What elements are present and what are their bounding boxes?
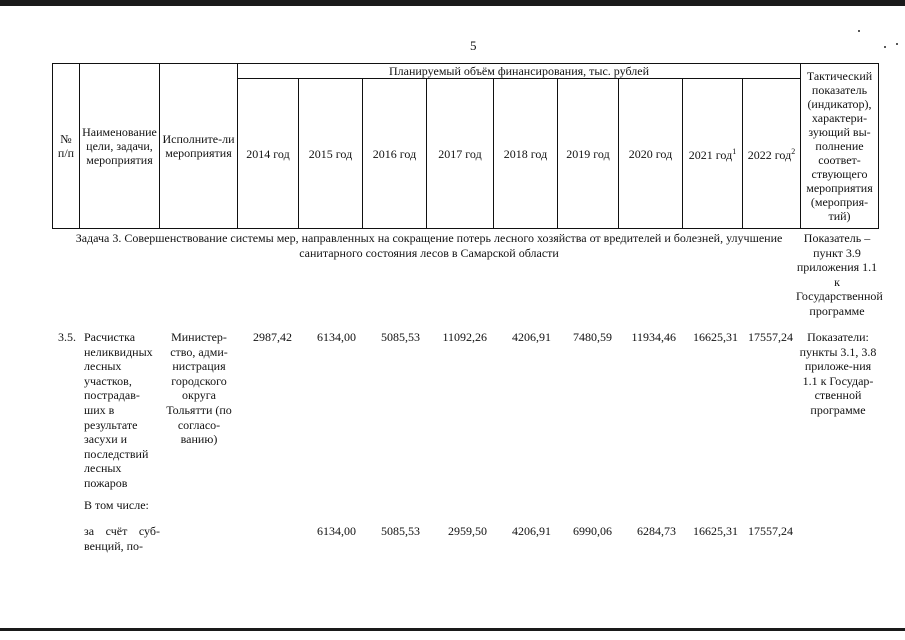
item-executor: Министер-ство, адми-нистрация городского округа Тольятти (по согласо-ванию) bbox=[166, 330, 232, 447]
header-indicator: Тактический показатель (индикатор), характери-зующий вы-полнение соответ-ствующего мероприятия (мероприя-тий) bbox=[801, 64, 879, 229]
top-scan-edge bbox=[0, 0, 905, 6]
sub-value-2020: 6284,73 bbox=[637, 524, 676, 538]
item-indicator: Показатели: пункты 3.1, 3.8 приложе-ния 1.1 к Государ-ственной программе bbox=[799, 330, 877, 417]
task-indicator: Показатель – пункт 3.9 приложения 1.1 к Государственной программе bbox=[796, 231, 883, 318]
scan-speck bbox=[858, 30, 860, 32]
header-year: 2017 год bbox=[427, 79, 494, 229]
item-value-2020: 11934,46 bbox=[631, 330, 676, 344]
header-financing: Планируемый объём финансирования, тыс. рублей bbox=[238, 64, 801, 79]
sub-value-2022: 17557,24 bbox=[748, 524, 793, 538]
item-name: Расчистка неликвидных лесных участков, пострадав-ших в результате засухи и последствий лесных пожаров bbox=[84, 330, 153, 490]
task-text: Задача 3. Совершенствование системы мер, направленных на сокращение потерь лесного хозяйства от вредителей и болезней, улучшение санитарного состояния лесов в Самарской области bbox=[75, 231, 783, 260]
header-year: 2015 год bbox=[299, 79, 363, 229]
sub-value-2017: 2959,50 bbox=[448, 524, 487, 538]
sub-value-2018: 4206,91 bbox=[512, 524, 551, 538]
sub-value-2019: 6990,06 bbox=[573, 524, 612, 538]
sub-value-2021: 16625,31 bbox=[693, 524, 738, 538]
item-number: 3.5. bbox=[58, 330, 76, 344]
item-value-2014: 2987,42 bbox=[253, 330, 292, 344]
header-year: 2020 год bbox=[619, 79, 683, 229]
header-executor: Исполните-ли мероприятия bbox=[160, 64, 238, 229]
page-number: 5 bbox=[470, 38, 477, 53]
item-value-2021: 16625,31 bbox=[693, 330, 738, 344]
sub-value-2016: 5085,53 bbox=[381, 524, 420, 538]
item-value-2018: 4206,91 bbox=[512, 330, 551, 344]
including-label: В том числе: bbox=[84, 498, 149, 512]
header-year: 2018 год bbox=[494, 79, 558, 229]
header-year-2022: 2022 год$^2$ bbox=[743, 79, 801, 229]
financing-table-header bbox=[52, 63, 879, 229]
header-year: 2014 год bbox=[238, 79, 299, 229]
header-year: 2016 год bbox=[363, 79, 427, 229]
sub-value-2015: 6134,00 bbox=[317, 524, 356, 538]
item-value-2016: 5085,53 bbox=[381, 330, 420, 344]
header-num: № п/п bbox=[53, 64, 80, 229]
scan-speck bbox=[884, 46, 886, 48]
bottom-scan-edge bbox=[0, 628, 905, 631]
header-year: 2019 год bbox=[558, 79, 619, 229]
header-year-2021: 2021 год$^1$ bbox=[683, 79, 743, 229]
item-value-2019: 7480,59 bbox=[573, 330, 612, 344]
sub-name: за счёт суб-венций, по- bbox=[84, 524, 160, 553]
item-value-2017: 11092,26 bbox=[442, 330, 487, 344]
header-name: Наименование цели, задачи, мероприятия bbox=[80, 64, 160, 229]
item-value-2022: 17557,24 bbox=[748, 330, 793, 344]
scan-speck bbox=[896, 43, 898, 45]
item-value-2015: 6134,00 bbox=[317, 330, 356, 344]
